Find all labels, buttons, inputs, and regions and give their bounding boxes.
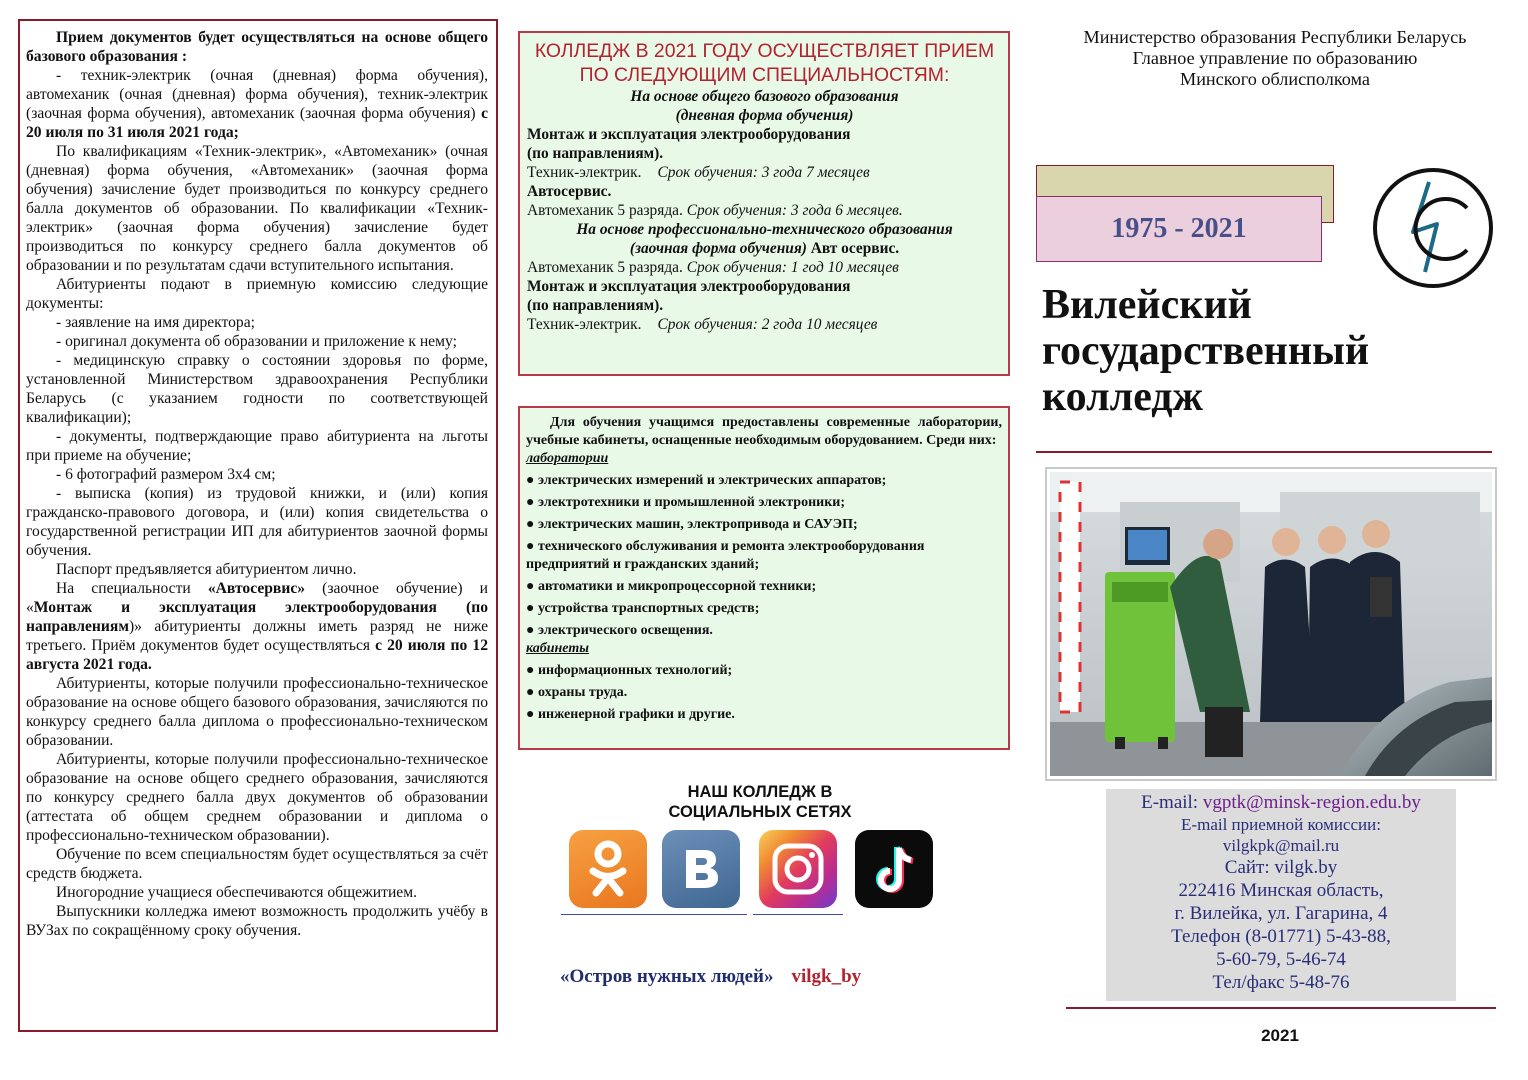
email-row (1106, 791, 1456, 814)
specialties-heading: КОЛЛЕДЖ В 2021 ГОДУ ОСУЩЕСТВЛЯЕТ ПРИЕМ ПО СЛЕДУЮЩИМ СПЕЦИАЛЬНОСТЯМ: (534, 40, 995, 86)
lab-item: ● устройства транспортных средств; (526, 601, 760, 616)
admission-forms-paragraph (26, 66, 488, 142)
lab-item: ● электротехники и промышленной электроники; (526, 495, 846, 510)
lab-item: ● технического обслуживания и ремонта электрооборудования предприятий и гражданских зданий; (526, 539, 925, 572)
instagram-icon[interactable] (759, 830, 837, 908)
doc-item: - 6 фотографий размером 3х4 см; (56, 466, 276, 483)
basis-prof-title: На основе профессионально-технического образования (576, 221, 953, 238)
phone-line: 5-60-79, 5-46-74 (1216, 949, 1346, 970)
college-name (1042, 282, 1482, 420)
admission-basis-paragraph (26, 28, 488, 66)
divider (1066, 1007, 1496, 1009)
basis-general-title: На основе общего базового образования (630, 88, 899, 105)
contacts-block (1106, 789, 1456, 1001)
documents-intro: Абитуриенты подают в приемную комиссию следующие документы: (26, 276, 488, 312)
special-text-d: Монтаж и эксплуатация электрооборудования (по направлениям (26, 599, 488, 635)
link-underline (753, 914, 843, 915)
workshop-photo (1045, 467, 1497, 781)
qualification: Техник-электрик. (527, 164, 642, 181)
dates-text: с 20 июля по 31 июля 2021 года; (26, 105, 488, 141)
phone-line: Телефон (8-01771) 5-43-88, (1171, 926, 1391, 947)
specialty-qualification-row (527, 258, 1002, 277)
special-text-f: с 20 июля по 12 августа 2021 года. (26, 637, 489, 673)
doc-item: - оригинал документа об образовании и приложение к нему; (56, 333, 457, 350)
ministry-header (1030, 27, 1520, 90)
graduates-paragraph: Выпускники колледжа имеют возможность продолжить учёбу в ВУЗах по сокращённому сроку обучения. (26, 903, 488, 939)
special-text-e: )» абитуриенты должны иметь разряд не ниже третьего. Приём документов будет осуществляться (26, 618, 488, 654)
commission-email-link[interactable]: vilgkpk@mail.ru (1222, 836, 1340, 855)
ministry-line: Министерство образования Республики Беларусь (1083, 27, 1467, 47)
labs-box (518, 406, 1010, 750)
specialties-box (518, 31, 1010, 376)
labs-heading: лаборатории (526, 451, 609, 466)
cabinet-item: ● инженерной графики и другие. (526, 707, 735, 722)
specialty-name: Автосервис. (527, 183, 612, 200)
ministry-line: Минского облисполкома (1180, 69, 1370, 89)
email-label: E-mail: (1141, 792, 1203, 813)
site-link[interactable]: Сайт: vilgk.by (1224, 857, 1338, 878)
special-requirements-paragraph (26, 579, 488, 674)
basis-prof-form-row (527, 239, 1002, 258)
social-title (618, 782, 902, 822)
qualification: Автомеханик 5 разряда. (527, 202, 683, 219)
address-line: 222416 Минская область, (1178, 880, 1384, 901)
budget-paragraph: Обучение по всем специальностям будет осуществляться за счёт средств бюджета. (26, 846, 488, 882)
lab-item: ● электрического освещения. (526, 623, 713, 638)
doc-item: - медицинскую справку о состоянии здоровья по форме, установленной Министерством здравоохранения Республики Беларусь (с указанием годности по соответствующей квалификации); (26, 352, 488, 426)
social-title-line: СОЦИАЛЬНЫХ СЕТЯХ (668, 803, 852, 821)
special-text-b: «Автосервис» (207, 580, 306, 597)
ministry-line: Главное управление по образованию (1132, 48, 1418, 68)
qualification: Техник-электрик. (527, 316, 642, 333)
doc-item: - заявление на имя директора; (56, 314, 255, 331)
slogan: «Остров нужных людей» (560, 966, 774, 987)
basis-prof-tail: Авт осервис. (806, 240, 900, 257)
cabinet-item: ● информационных технологий; (526, 663, 733, 678)
college-logo (1369, 166, 1497, 290)
college-name-line: Вилейский (1042, 282, 1252, 328)
social-handle[interactable]: vilgk_by (791, 966, 862, 987)
lab-item: ● электрических машин, электропривода и САУЭП; (526, 517, 858, 532)
study-term: Срок обучения: 2 года 10 месяцев (657, 316, 878, 333)
specialty-name: Монтаж и эксплуатация электрооборудования (527, 126, 851, 143)
divider (1036, 451, 1492, 453)
specialty-direction: (по направлениям). (527, 297, 664, 314)
years-badge (1036, 196, 1322, 262)
college-name-line: колледж (1042, 374, 1204, 420)
doc-item: - документы, подтверждающие право абитуриента на льготы при приеме на обучение; (26, 428, 488, 464)
special-text-a: На специальности (56, 580, 208, 597)
fax-line: Тел/факс 5-48-76 (1212, 972, 1350, 993)
address-line: г. Вилейка, ул. Гагарина, 4 (1174, 903, 1388, 924)
tiktok-icon[interactable] (855, 830, 933, 908)
lab-item: ● автоматики и микропроцессорной техники; (526, 579, 817, 594)
doc-item: - выписка (копия) из трудовой книжки, и (или) копия гражданско-правового договора, и (или) копия свидетельства о государственной регистрации ИП для абитуриентов заочной формы обучения. (26, 485, 488, 559)
specialty-name: Монтаж и эксплуатация электрооборудования (527, 278, 851, 295)
specialty-qualification-row (527, 315, 1002, 334)
dormitory-paragraph: Иногородние учащиеся обеспечиваются общежитием. (56, 884, 417, 901)
qualification: Автомеханик 5 разряда. (527, 259, 683, 276)
slogan-row (560, 966, 861, 988)
admission-basis-text: Прием документов будет осуществляться на основе общего базового образования : (26, 29, 488, 65)
forms-text: - техник-электрик (очная (дневная) форма обучения), автомеханик (очная (дневная) форма обучения), техник-электрик (заочная форма обучения), автомеханик (заочная форма обучения) (26, 67, 488, 122)
study-term: Срок обучения: 3 года 6 месяцев. (682, 202, 903, 219)
footer-year: 2021 (1261, 1026, 1299, 1045)
admission-info-panel (18, 19, 498, 1032)
link-underline (561, 914, 747, 915)
passport-note: Паспорт предъявляется абитуриентом лично. (56, 561, 357, 578)
basis-general-form: (дневная форма обучения) (675, 107, 854, 124)
study-term: Срок обучения: 3 года 7 месяцев (657, 164, 870, 181)
special-text-c: (заочное обучение) и « (26, 580, 488, 616)
basis-prof-form: (заочная форма обучения) (629, 240, 807, 257)
prof-basic-paragraph: Абитуриенты, которые получили профессионально-техническое образование на основе общего базового образования, зачисляются по конкурсу среднего балла диплома о профессионально-техническом образовании. (26, 675, 488, 749)
years-text: 1975 - 2021 (1111, 213, 1247, 244)
cabinet-item: ● охраны труда. (526, 685, 628, 700)
prof-secondary-paragraph: Абитуриенты, которые получили профессионально-техническое образование на основе общего среднего образования, зачисляются по конкурсу среднего балла двух документов об образовании (аттестата об общем среднем образовании и диплома о профессионально-техническом образовании). (26, 751, 488, 844)
study-term: Срок обучения: 1 год 10 месяцев (682, 259, 899, 276)
email-link[interactable]: vgptk@minsk-region.edu.by (1202, 792, 1421, 813)
lab-item: ● электрических измерений и электрических аппаратов; (526, 473, 887, 488)
commission-email-label: E-mail приемной комиссии: (1181, 815, 1381, 834)
qualification-paragraph: По квалификациям «Техник-электрик», «Автомеханик» (очная (дневная) форма обучения, «Автомеханик» (заочная форма обучения) зачисление будет производиться по конкурсу среднего балла документов об образовании. По квалификации «Техник-электрик» (заочная форма обучения) зачисление будет производиться по конкурсу среднего балла документов об образовании и по результатам сдачи вступительного испытания. (26, 143, 488, 274)
odnoklassniki-icon[interactable] (569, 830, 647, 908)
specialty-qualification-row (527, 163, 1002, 182)
vkontakte-icon[interactable] (662, 830, 740, 908)
labs-intro: Для обучения учащимся предоставлены современные лаборатории, учебные кабинеты, оснащенные необходимым оборудованием. Среди них: (526, 415, 1002, 448)
specialty-direction: (по направлениям). (527, 145, 664, 162)
social-title-line: НАШ КОЛЛЕДЖ В (687, 783, 833, 801)
specialty-qualification-row (527, 201, 1002, 220)
cabinets-heading: кабинеты (526, 641, 589, 656)
college-name-line: государственный (1042, 328, 1370, 374)
